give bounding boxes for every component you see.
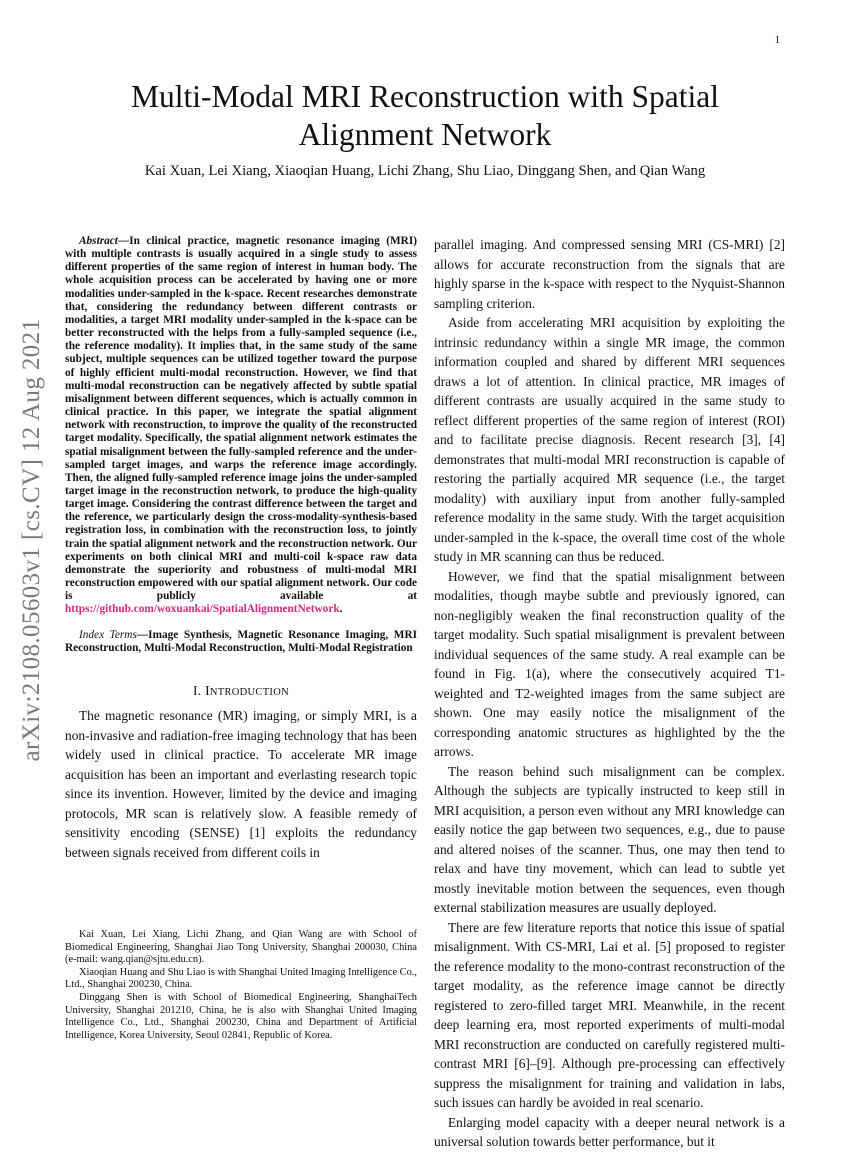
title-line-2: Alignment Network xyxy=(298,117,552,152)
arxiv-sidebar-stamp xyxy=(18,290,45,790)
abstract-label: Abstract xyxy=(79,235,118,247)
right-paragraph-4: The reason behind such misalignment can be complex. Although the subjects are typically instructed to keep still in MRI acquisition, a person even without any MRI knowledge can easily notice the gap between two sequences, e.g., due to pause and altered noises of the scanner. Thus, one may then tend to relax and have tiny movement, which can lead to subtle yet mostly inevitable motion between the sequences, even though external stabilization measures are usually deployed. xyxy=(434,763,785,915)
footnote-affiliation-sjtu: Kai Xuan, Lei Xiang, Lichi Zhang, and Qian Wang are with School of Biomedical Engineering, Shanghai Jiao Tong University, Shanghai 200030, China (e-mail: wang.qian@sjtu.edu.cn). xyxy=(65,929,417,966)
intro-paragraph: The magnetic resonance (MR) imaging, or simply MRI, is a non-invasive and radiation-free imaging technology that has been widely used in clinical practice. To accelerate MR image acquisition has been an important and everlasting research topic since its invention. However, limited by the device and imaging protocols, MR scan is relatively slow. A feasible remedy of sensitivity encoding (SENSE) [1] exploits the redundancy between signals received from different coils in xyxy=(65,708,417,860)
index-terms-text: —Image Synthesis, Magnetic Resonance Imaging, MRI Reconstruction, Multi-Modal Reconstruction, Multi-Modal Registration xyxy=(65,628,417,654)
author-list: Kai Xuan, Lei Xiang, Xiaoqian Huang, Lichi Zhang, Shu Liao, Dinggang Shen, and Qian Wang xyxy=(144,163,706,179)
index-terms xyxy=(65,629,417,655)
title-line-1: Multi-Modal MRI Reconstruction with Spatial xyxy=(131,79,719,114)
arxiv-id: arXiv:2108.05603v1 [cs.CV] 12 Aug 2021 xyxy=(18,318,45,762)
left-column xyxy=(65,235,417,862)
abstract: Abstract—In clinical practice, magnetic resonance imaging (MRI) with multiple contrasts is usually acquired in a single study to assess different properties of the same region of interest in human body. The whole acquisition process can be accelerated by having one or more modalities under-sampled in the k-space. Recent researches demonstrate that, considering the redundancy between different contrasts or modalities, a target MRI modality under-sampled in the k-space can be better reconstructed with the helps from a fully-sampled sequence (i.e., the reference modality). It implies that, in the same study of the same subject, multiple sequences can be utilized together toward the purpose of highly efficient multi-modal reconstruction. However, we find that multi-modal reconstruction can be negatively affected by subtle spatial misalignment between different sequences, which is actually common in clinical practice. In this paper, we integrate the spatial alignment network with reconstruction, to improve the quality of the reconstructed target modality. Specifically, the spatial alignment network estimates the spatial misalignment between the fully-sampled reference and the under-sampled target images, and warps the reference image accordingly. Then, the aligned fully-sampled reference image joins the under-sampled target image in the reconstruction network, to produce the high-quality target image. Considering the contrast difference between the target and the reference, we particularly design the cross-modality-synthesis-based registration loss, in combination with the reconstruction loss, to jointly train the spatial alignment network and the reconstruction network. Our experiments on both clinical MRI and multi-coil k-space raw data demonstrate the superiority and robustness of multi-modal MRI reconstruction empowered with our spatial alignment network. Our code is publicly available at https://github.com/woxuankai/SpatialAlignmentNetwork. xyxy=(65,235,417,616)
abstract-text: —In clinical practice, magnetic resonance imaging (MRI) with multiple contrasts is usually acquired in a single study to assess different properties of the same region of interest in human body. The whole acquisition process can be accelerated by having one or more modalities under-sampled in the k-space. Recent researches demonstrate that, considering the redundancy between different contrasts or modalities, a target MRI modality under-sampled in the k-space can be better reconstructed with the helps from a fully-sampled sequence (i.e., the reference modality). It implies that, in the same study of the same subject, multiple sequences can be utilized together toward the purpose of highly efficient multi-modal reconstruction. However, we find that multi-modal reconstruction can be negatively affected by subtle spatial misalignment between different sequences, which is actually common in clinical practice. In this paper, we integrate the spatial alignment network with reconstruction, to improve the quality of the reconstructed target modality. Specifically, the spatial alignment network estimates the spatial misalignment between the fully-sampled reference and the under-sampled target images, and warps the reference image accordingly. Then, the aligned fully-sampled reference image joins the under-sampled target image in the reconstruction network, to produce the high-quality target image. Considering the contrast difference between the target and the reference, we particularly design the cross-modality-synthesis-based registration loss, in combination with the reconstruction loss, to jointly train the spatial alignment network and the reconstruction network. Our experiments on both clinical MRI and multi-coil k-space raw data demonstrate the superiority and robustness of multi-modal MRI reconstruction empowered with our spatial alignment network. Our code is publicly available at xyxy=(65,235,417,603)
right-paragraph-5: There are few literature reports that notice this issue of spatial misalignment. With CS-MRI, Lai et al. [5] proposed to register the reference modality to the mono-contrast reconstruction of the target modality, as the reference image cannot be directly registered to zero-filled target MRI. Meanwhile, in the recent deep learning era, most reported experiments of multi-modal MRI reconstruction are conducted on carefully registered multi-contrast MRI [6]–[9]. Although pre-processing can effectively suppress the misalignment for training and validation in labs, such issues can hardly be avoided in real scenario. xyxy=(434,919,785,1110)
footnote-affiliation-shanghaitech: Dinggang Shen is with School of Biomedical Engineering, ShanghaiTech University, Shanghai 201210, China, he is also with Shanghai United Imaging Intelligence Co., Ltd., Shanghai 200230, China and Department of Artificial Intelligence, Korea University, Seoul 02841, Republic of Korea. xyxy=(65,991,417,1041)
section-heading-introduction: I. INTRODUCTION xyxy=(193,682,289,698)
right-paragraph-6: Enlarging model capacity with a deeper neural network is a universal solution towards better performance, but it xyxy=(434,1114,785,1149)
paper-title xyxy=(70,78,780,154)
footnote-affiliation-united-imaging: Xiaoqian Huang and Shu Liao is with Shanghai United Imaging Intelligence Co., Ltd., Shanghai 200230, China. xyxy=(65,966,417,991)
code-link[interactable]: https://github.com/woxuankai/SpatialAlignmentNetwork xyxy=(65,603,340,616)
index-terms-label: Index Terms xyxy=(79,628,137,641)
right-paragraph-1: parallel imaging. And compressed sensing MRI (CS-MRI) [2] allows for accurate reconstruction from the signals that are highly sparse in the k-space with respect to the Nyquist-Shannon sampling criterion. xyxy=(434,237,785,311)
right-paragraph-2: Aside from accelerating MRI acquisition by exploiting the intrinsic redundancy within a single MR image, the common information coupled and shared by different MRI sequences draws a lot of attention. In clinical practice, MR images of different contrasts are usually acquired in the same study to reflect different properties of the same region of interest (ROI) and to facilitate precise diagnosis. Recent research [3], [4] demonstrates that multi-modal MRI reconstruction is capable of restoring the partially acquired MR sequence (i.e., the target modality) with auxiliary input from another fully-sampled reference modality in the same study. With the target acquisition under-sampled in the k-space, the overall time cost of the whole study in MR scanning can thus be reduced. xyxy=(434,315,785,564)
right-paragraph-3: However, we find that the spatial misalignment between modalities, though maybe subtle and previously ignored, can non-negligibly weaken the final reconstruction quality of the target modality. Such spatial misalignment is prevalent between individual sequences of the same study. A real example can be found in Fig. 1(a), where the consecutively acquired T1-weighted and T2-weighted images from the same subject are shown. One may easily notice the misalignment of the corresponding anatomic structures as highlighted by the the arrows. xyxy=(434,568,785,759)
page-number: 1 xyxy=(774,34,780,46)
right-column xyxy=(434,235,785,1152)
footnotes xyxy=(65,929,417,1042)
